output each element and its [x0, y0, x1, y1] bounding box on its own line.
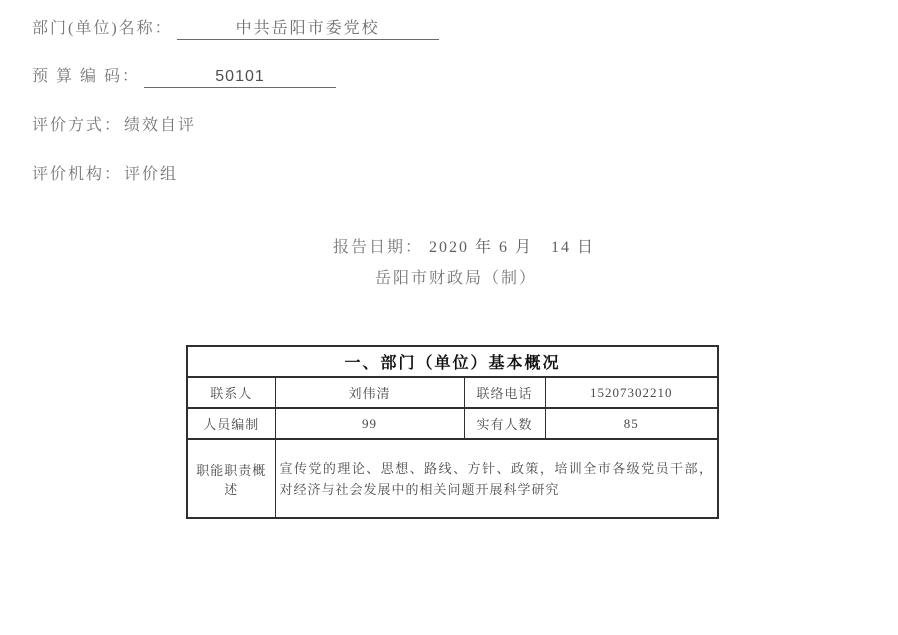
department-name-label: 部门(单位)名称：	[32, 20, 173, 37]
table-row-duty	[187, 439, 718, 518]
table-row-staffing	[187, 408, 718, 439]
actual-value: 85	[545, 408, 718, 439]
contact-label: 联系人	[187, 377, 275, 408]
eval-method-label: 评价方式：	[32, 117, 123, 134]
department-name-value: 中共岳阳市委党校	[235, 20, 380, 37]
duty-description: 宣传党的理论、思想、路线、方针、政策，培训全市各级党员干部，对经济与社会发展中的相关问题开展科学研究	[275, 439, 718, 518]
field-eval-org	[32, 161, 178, 184]
eval-method-value: 绩效自评	[124, 117, 197, 134]
department-name-underline	[177, 19, 439, 40]
phone-value: 15207302210	[545, 377, 718, 408]
eval-org-label: 评价机构：	[32, 166, 123, 183]
budget-code-label: 预 算 编 码：	[32, 68, 141, 85]
report-issuer: 岳阳市财政局（制）	[375, 270, 538, 287]
phone-label: 联络电话	[464, 377, 545, 408]
staffing-label: 人员编制	[187, 408, 275, 439]
table-title: 一、部门（单位）基本概况	[187, 346, 718, 377]
table-row-contact	[187, 377, 718, 408]
report-issuer-line	[375, 265, 537, 288]
table-title-row	[187, 346, 718, 377]
field-budget-code	[32, 63, 336, 88]
report-date-label: 报告日期：	[333, 239, 424, 256]
budget-code-underline	[144, 67, 336, 88]
budget-code-value: 50101	[215, 68, 265, 85]
field-department-name	[32, 15, 439, 40]
eval-org-value: 评价组	[124, 166, 179, 183]
contact-value: 刘伟清	[275, 377, 464, 408]
duty-label: 职能职责概述	[187, 439, 275, 518]
report-date-value: 2020 年 6 月 14 日	[429, 239, 596, 256]
report-date-line	[333, 234, 595, 257]
field-eval-method	[32, 112, 196, 135]
basic-overview-table	[186, 345, 719, 519]
staffing-value: 99	[275, 408, 464, 439]
actual-label: 实有人数	[464, 408, 545, 439]
